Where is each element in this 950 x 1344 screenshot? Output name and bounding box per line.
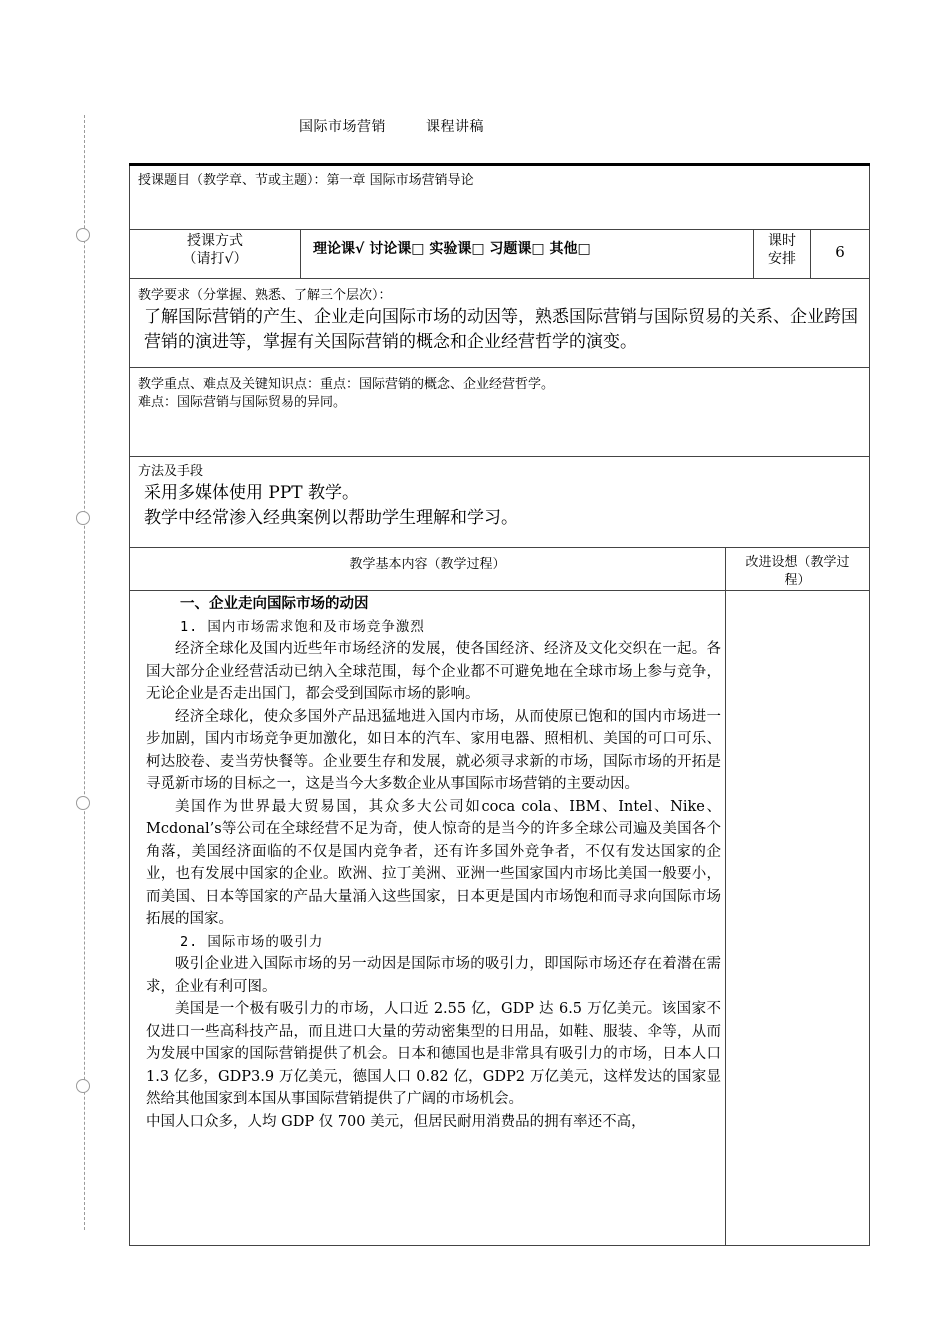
content-paragraph: 吸引企业进入国际市场的另一动因是国际市场的吸引力，即国际市场还存在着潜在需求，企业有利可图。 [146, 956, 721, 995]
requirements-label: 教学要求（分掌握、熟悉、了解三个层次）： [138, 288, 392, 303]
hours-value: 6 [835, 243, 845, 261]
subsection-title: 1. 国内市场需求饱和及市场竞争激烈 [180, 618, 425, 635]
binding-hole [76, 228, 90, 242]
binding-hole [76, 796, 90, 810]
means-line2: 教学中经常渗入经典案例以帮助学生理解和学习。 [144, 508, 518, 528]
content-cell [130, 591, 726, 1246]
method-label [130, 230, 301, 278]
subsection-title: 2. 国际市场的吸引力 [180, 933, 324, 950]
binding-margin-line [84, 115, 85, 1230]
method-label-line2: （请打√） [182, 251, 248, 267]
keypoints-line2: 难点：国际营销与国际贸易的异同。 [138, 395, 347, 410]
course-name: 国际市场营销 [299, 119, 386, 135]
requirements-text: 了解国际营销的产生、企业走向国际市场的动因等，熟悉国际营销与国际贸易的关系、企业跨国营销的演进等，掌握有关国际营销的概念和企业经营哲学的演变。 [144, 307, 858, 352]
means-row [130, 457, 870, 548]
page-header [299, 116, 484, 136]
means-line1: 采用多媒体使用 PPT 教学。 [144, 483, 360, 503]
content-paragraph: 经济全球化，使众多国外产品迅猛地进入国内市场，从而使原已饱和的国内市场进一步加剧，国内市场竞争更加激化，如日本的汽车、家用电器、照相机、美国的可口可乐、柯达胶卷、麦当劳快餐等。企业要生存和发展，就必须寻求新的市场，国际市场的开拓是寻觅新市场的目标之一，这是当今大多数企业从事国际市场营销的主要动因。 [146, 708, 721, 792]
hours-label-line2: 安排 [768, 251, 796, 267]
means-cell [130, 457, 870, 548]
section-title: 一、企业走向国际市场的动因 [180, 596, 369, 612]
content-header-right-text: 改进设想（教学过程） [745, 555, 850, 588]
document-type: 课程讲稿 [426, 119, 484, 135]
content-paragraph: 经济全球化及国内近些年市场经济的发展，使各国经济、经济及文化交织在一起。各国大部分企业经营活动已纳入全球范围，每个企业都不可避免地在全球市场上参与竞争，无论企业是否走出国门，都会受到国际市场的影响。 [146, 641, 721, 702]
keypoints-cell [130, 368, 870, 457]
content-paragraph: 中国人口众多，人均 GDP 仅 700 美元，但居民耐用消费品的拥有率还不高， [146, 1113, 646, 1130]
content-header-left-text: 教学基本内容（教学过程） [349, 557, 506, 572]
requirements-row [130, 279, 870, 368]
means-label: 方法及手段 [138, 464, 204, 479]
content-paragraph: 美国是一个极有吸引力的市场，人口近 2.55 亿，GDP 达 6.5 万亿美元。该国家不仅进口一些高科技产品，而且进口大量的劳动密集型的日用品，如鞋、服装、伞等，从而为发展中国家的国际营销提供了机会。日本和德国也是非常具有吸引力的市场，日本人口 1.3 亿多，GDP3.9 万亿美元，德国人口 0.82 亿，GDP2 万亿美元，这样发达的国家显然给其他国家到本国从事国际营销提供了广阔的市场机会。 [146, 1001, 721, 1107]
binding-hole [76, 1079, 90, 1093]
hours-label [754, 230, 811, 278]
improvement-notes-cell [726, 591, 870, 1246]
method-cell [130, 230, 870, 279]
binding-hole [76, 511, 90, 525]
content-paragraph: 美国作为世界最大贸易国，其众多大公司如coca cola、IBM、Intel、Nike、Mcdonal’s等公司在全球经营不足为奇，使人惊奇的是当今的许多全球公司遍及美国各个角落，美国经济面临的不仅是国内竞争者，还有许多国外竞争者，不仅有发达国家的企业，也有发展中国家的企业。欧洲、拉丁美洲、亚洲一些国家国内市场比美国一般要小，而美国、日本等国家的产品大量涌入这些国家，日本更是国内市场饱和而寻求向国际市场拓展的国家。 [146, 798, 721, 927]
content-header-row [130, 548, 870, 591]
topic-text: 授课题目（教学章、节或主题）：第一章 国际市场营销导论 [138, 173, 474, 188]
content-row [130, 591, 870, 1246]
method-label-line1: 授课方式 [187, 233, 243, 249]
lesson-plan-table [129, 163, 870, 1246]
method-row [130, 230, 870, 279]
hours-label-line1: 课时 [768, 233, 796, 249]
requirements-cell [130, 279, 870, 368]
keypoints-line1: 教学重点、难点及关键知识点：重点：国际营销的概念、企业经营哲学。 [138, 377, 555, 392]
topic-row [130, 165, 870, 230]
content-body [130, 591, 725, 1133]
content-header-right [726, 548, 870, 591]
keypoints-row [130, 368, 870, 457]
method-options: 理论课√ 讨论课□ 实验课□ 习题课□ 其他□ [301, 230, 754, 278]
content-header-left [130, 548, 726, 591]
topic-cell [130, 165, 870, 230]
